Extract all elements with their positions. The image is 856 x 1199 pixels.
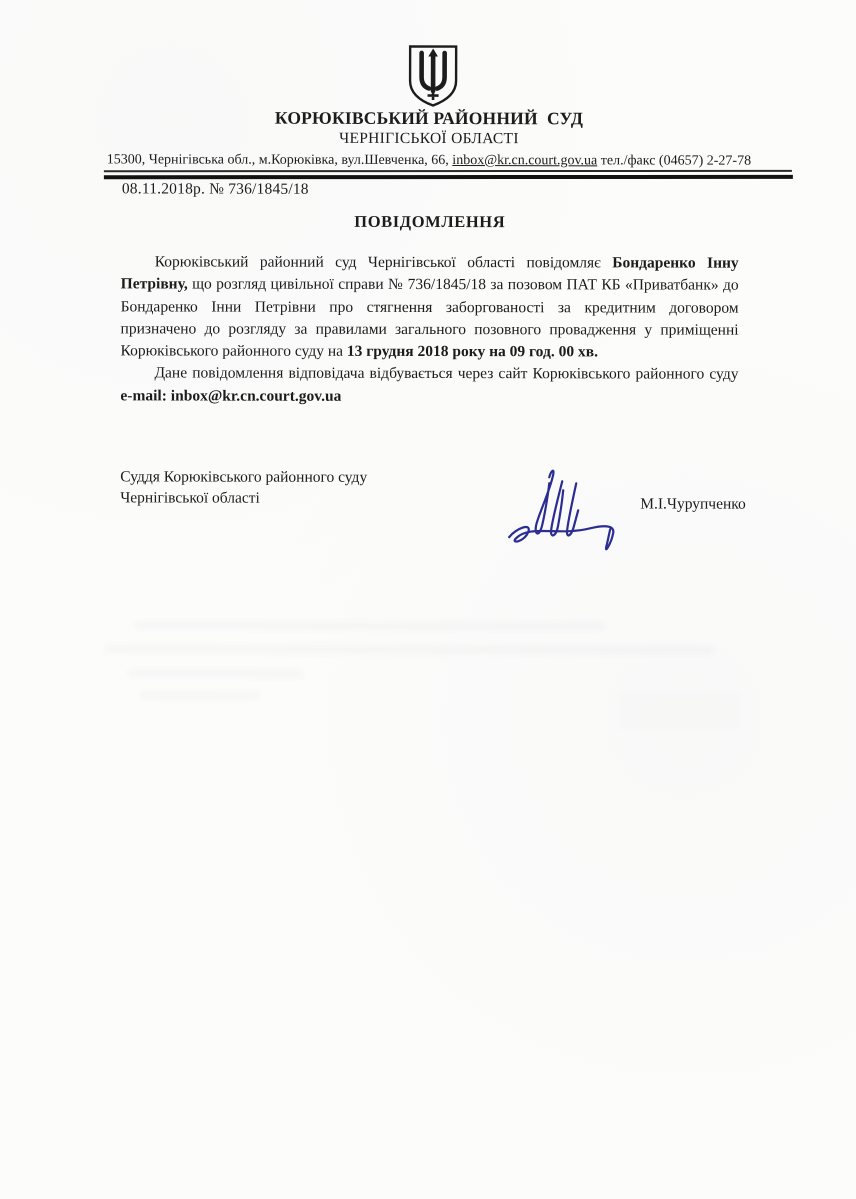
signatory-name: М.І.Чурупченко bbox=[640, 495, 746, 513]
scan-noise bbox=[620, 690, 740, 730]
signatory-role bbox=[120, 467, 367, 509]
reference-number: 08.11.2018р. № 736/1845/18 bbox=[121, 180, 309, 198]
address-suffix: тел./факс (04657) 2-27-78 bbox=[597, 153, 752, 169]
signatory-role-line1: Суддя Корюківського районного суду bbox=[120, 468, 368, 486]
defendant-name-bold: Бондаренко Інну Петрівну, bbox=[120, 254, 739, 293]
scan-noise bbox=[135, 621, 605, 630]
signatory-role-line2: Чернігівської області bbox=[120, 488, 260, 507]
address-line bbox=[1, 152, 856, 170]
header-rule-thick bbox=[104, 175, 793, 179]
scan-noise bbox=[105, 644, 715, 654]
address-prefix: 15300, Чернігівська обл., м.Корюківка, вул.Шевченка, 66, bbox=[106, 152, 453, 169]
notice-email-bold: e-mail: inbox@kr.cn.court.gov.ua bbox=[120, 387, 342, 405]
court-name: КОРЮКІВСЬКИЙ РАЙОННИЙ СУД bbox=[274, 107, 584, 129]
handwritten-signature bbox=[503, 463, 638, 573]
body-paragraph-1 bbox=[120, 251, 738, 364]
coat-of-arms-icon bbox=[405, 44, 461, 113]
p1-text-2: що розгляд цивільної справи № 736/1845/18 за позовом ПАТ КБ «Приватбанк» до Бондаренко Інни Петрівни про стягнення заборгованості за кредитним договором призначено до розгляду за правилами загального позовного провадження у приміщенні Корюківського районного суду на bbox=[120, 275, 739, 361]
header-rule-thin bbox=[104, 170, 792, 172]
hearing-date-bold: 13 грудня 2018 року на 09 год. 00 хв. bbox=[346, 343, 598, 361]
p2-text: Дане повідомлення відповідача відбувається через сайт Корюківського районного суду bbox=[154, 364, 739, 384]
court-region: ЧЕРНІГІСЬКОЇ ОБЛАСТІ bbox=[339, 129, 519, 148]
letterhead bbox=[1, 106, 856, 149]
notice-title: ПОВІДОМЛЕННЯ bbox=[354, 211, 506, 232]
body-paragraph-2 bbox=[120, 363, 738, 409]
court-email-text: inbox@kr.cn.court.gov.ua bbox=[452, 153, 598, 169]
notice-body bbox=[120, 211, 738, 408]
p1-text: Корюківський районний суд Чернігівської області повідомляє bbox=[154, 253, 613, 272]
scan-noise bbox=[140, 691, 260, 699]
scan-noise bbox=[128, 669, 303, 677]
